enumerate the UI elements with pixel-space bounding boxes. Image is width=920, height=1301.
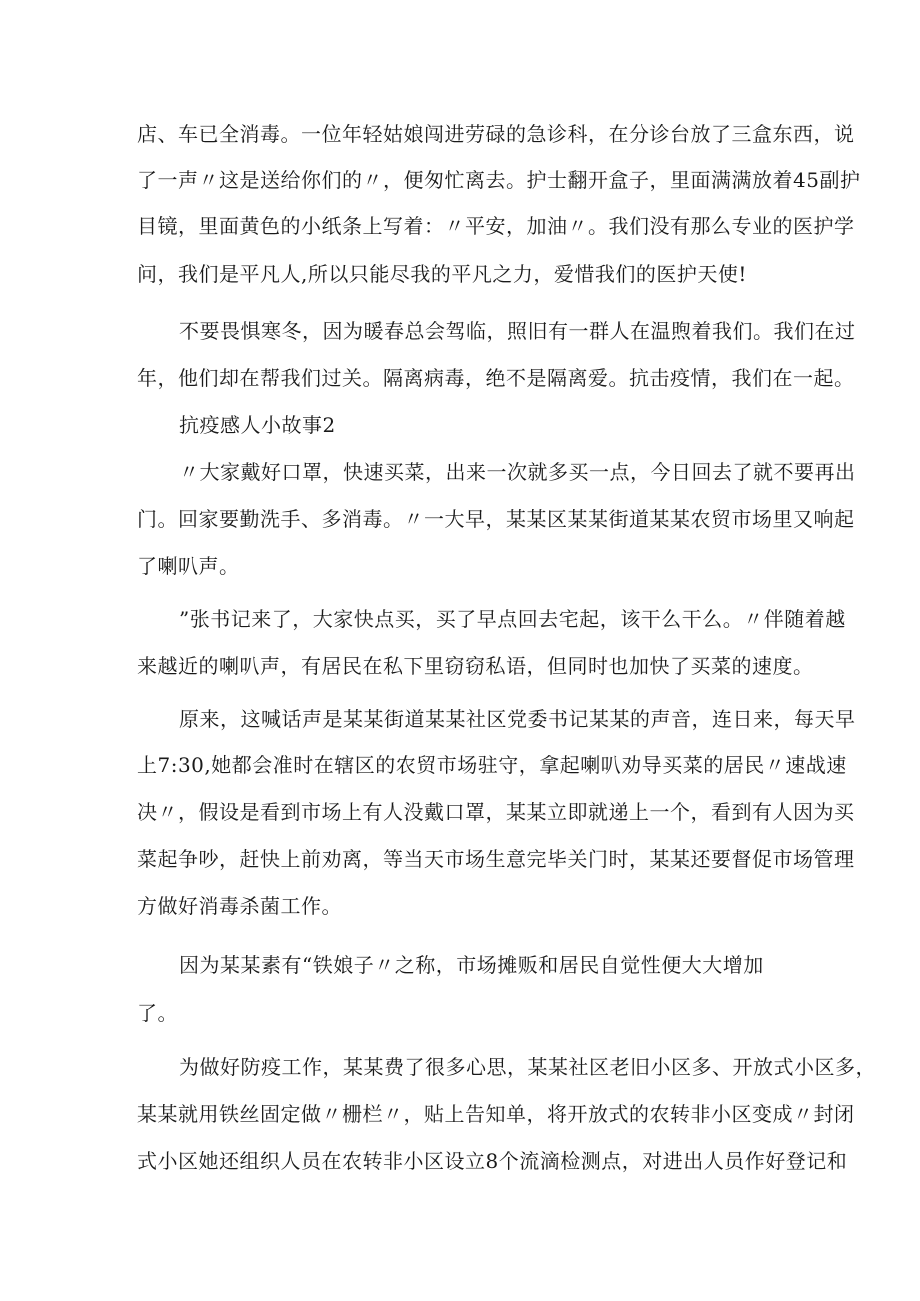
text-line: 问，我们是平凡人,所以只能尽我的平凡之力，爱惜我们的医护天使!: [137, 262, 747, 286]
text-line: 了喇叭声。: [137, 554, 240, 578]
text-line: 目镜，里面黄色的小纸条上写着：〃平安，加油〃。我们没有那么专业的医护学: [137, 214, 855, 238]
text-line: 为做好防疫工作，某某费了很多心思，某某社区老旧小区多、开放式小区多，: [179, 1055, 876, 1079]
text-line: 〃大家戴好口罩，快速买菜，出来一次就多买一点，今日回去了就不要再出: [179, 460, 856, 484]
text-line: 上7:30,她都会准时在辖区的农贸市场驻守，拿起喇叭劝导买菜的居民〃速战速: [137, 753, 847, 777]
text-line: 决〃，假设是看到市场上有人没戴口罩，某某立即就递上一个，看到有人因为买: [137, 800, 855, 824]
text-line: ”张书记来了，大家快点买，买了早点回去宅起，该干么干么。〃伴随着越: [179, 607, 846, 631]
text-line: 年，他们却在帮我们过关。隔离病毒，绝不是隔离爱。抗击疫情，我们在一起。: [137, 366, 855, 390]
text-line: 某某就用铁丝固定做〃栅栏〃，贴上告知单，将开放式的农转非小区变成〃封闭: [137, 1102, 855, 1126]
text-line: 菜起争吵，赶快上前劝离，等当天市场生意完毕关门时，某某还要督促市场管理: [137, 847, 855, 871]
text-line: 式小区她还组织人员在农转非小区设立8个流滴检测点，对进出人员作好登记和: [137, 1149, 848, 1173]
text-line: 门。回家要勤洗手、多消毒。〃一大早，某某区某某街道某某农贸市场里又响起: [137, 507, 855, 531]
text-line: 原来，这喊话声是某某街道某某社区党委书记某某的声音，连日来，每天早: [179, 707, 856, 731]
text-line: 来越近的喇叭声，有居民在私下里窃窃私语，但同时也加快了买菜的速度。: [137, 654, 814, 678]
text-line: 不要畏惧寒冬，因为暖春总会驾临，照旧有一群人在温煦着我们。我们在过: [179, 319, 856, 343]
section-heading: 抗疫感人小故事2: [179, 413, 336, 437]
text-line: 方做好消毒杀菌工作。: [137, 894, 342, 918]
text-line: 了。: [137, 1001, 178, 1025]
text-line: 因为某某素有“铁娘子〃之称，市场摊贩和居民自觉性便大大增加: [179, 953, 764, 977]
text-line: 了一声〃这是送给你们的〃，便匆忙离去。护士翻开盒子，里面满满放着45副护: [137, 168, 861, 192]
text-line: 店、车已全消毒。一位年轻姑娘闯进劳碌的急诊科，在分诊台放了三盒东西，说: [137, 122, 855, 146]
